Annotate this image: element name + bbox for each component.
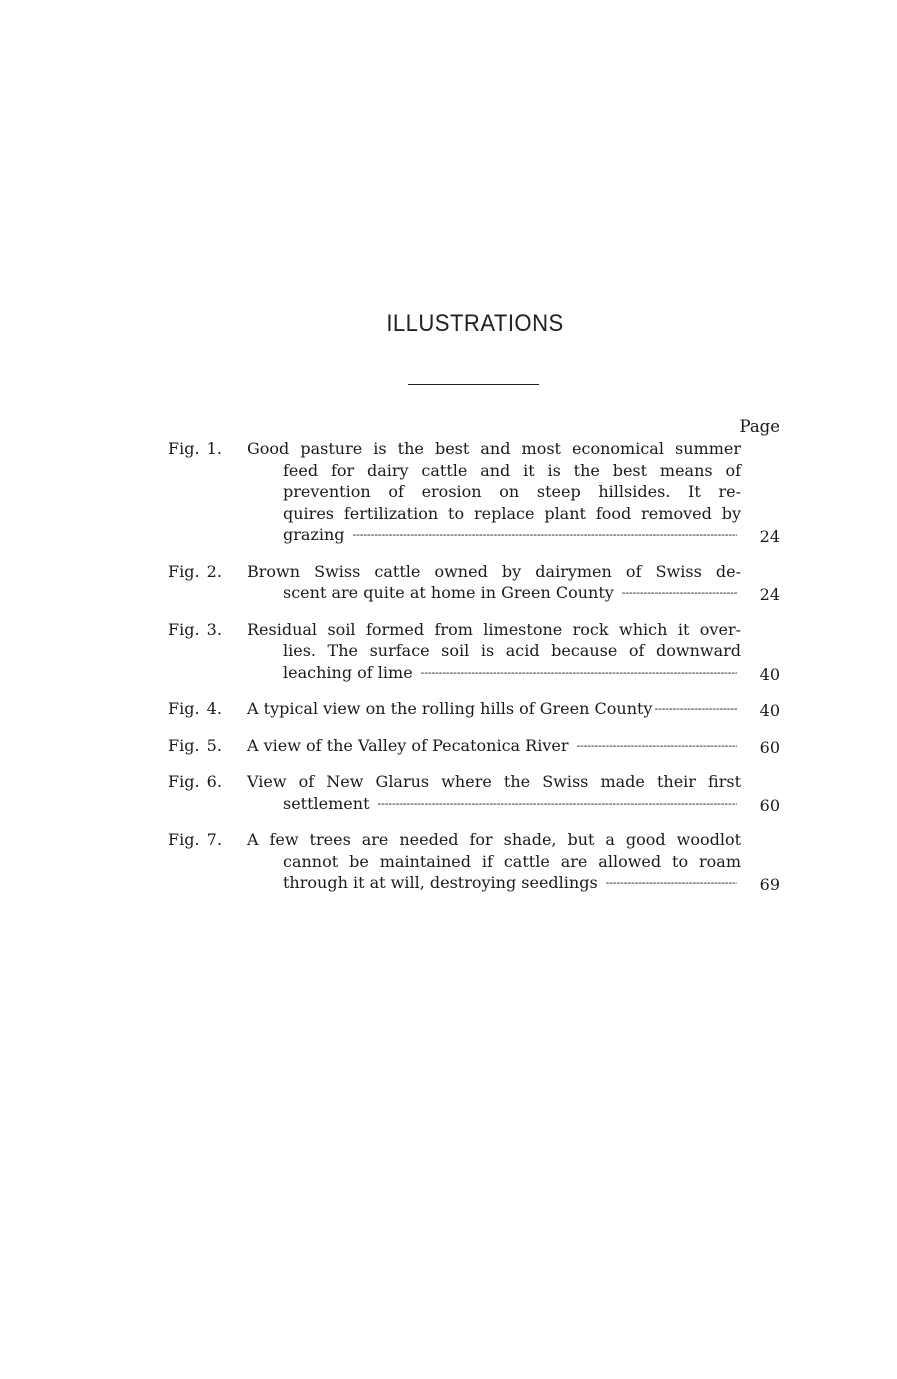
caption-line: grazing (283, 525, 345, 544)
caption-line: A view of the Valley of Pecatonica River (247, 735, 569, 755)
dot-leader (654, 698, 737, 720)
caption-line: scent are quite at home in Green County (283, 583, 614, 602)
figure-caption (247, 735, 741, 759)
figure-label: Fig. 5. (168, 735, 222, 755)
dot-leader (378, 793, 738, 815)
title-rule (408, 384, 539, 385)
dot-leader (576, 735, 737, 757)
figure-page-number: 24 (759, 527, 780, 546)
caption-line: cannot be maintained if cattle are allowed to roam (283, 851, 741, 871)
caption-line: leaching of lime (283, 662, 413, 682)
caption-line: Residual soil formed from limestone rock which it over- (247, 619, 741, 639)
caption-line: settlement (283, 793, 370, 813)
dot-leader (606, 872, 737, 894)
caption-last-line (247, 872, 741, 896)
caption-last-line (247, 735, 741, 759)
figure-entry (168, 619, 780, 686)
figure-page-number: 69 (759, 875, 780, 894)
caption-line: lies. The surface soil is acid because of downward (283, 641, 741, 660)
caption-last-line (247, 524, 741, 548)
figure-entry (168, 561, 780, 606)
figure-entry (168, 829, 780, 896)
caption-line: A typical view on the rolling hills of Green County (247, 699, 653, 718)
caption-line: through it at will, destroying seedlings (283, 873, 598, 892)
figure-entry (168, 771, 780, 816)
figure-page-number: 40 (759, 701, 780, 720)
caption-line: quires fertilization to replace plant food removed by (283, 503, 741, 523)
page-title: ILLUSTRATIONS (386, 310, 564, 337)
figure-page-number: 60 (759, 795, 780, 815)
figure-entry (168, 438, 780, 548)
dot-leader (622, 582, 737, 604)
figure-label: Fig. 1. (168, 439, 222, 458)
figure-label: Fig. 4. (168, 699, 222, 718)
figure-label: Fig. 7. (168, 830, 222, 849)
caption-line: prevention of erosion on steep hillsides. It re- (283, 482, 741, 501)
page-column-header: Page (739, 417, 780, 436)
caption-last-line (247, 793, 741, 817)
dot-leader (353, 524, 737, 546)
figure-entry (168, 735, 780, 759)
caption-line: View of New Glarus where the Swiss made their first (247, 772, 741, 791)
figure-page-number: 24 (759, 585, 780, 604)
figure-caption (247, 561, 741, 606)
figure-caption (247, 771, 741, 816)
figure-caption (247, 698, 741, 722)
illustrations-list (168, 438, 780, 909)
figure-caption (247, 438, 741, 548)
caption-last-line (247, 698, 741, 722)
figure-label: Fig. 2. (168, 561, 222, 581)
caption-line: feed for dairy cattle and it is the best means of (283, 460, 741, 480)
caption-line: Good pasture is the best and most economical summer (247, 439, 741, 458)
figure-page-number: 40 (759, 664, 780, 684)
figure-entry (168, 698, 780, 722)
caption-line: A few trees are needed for shade, but a good woodlot (247, 830, 741, 849)
dot-leader (421, 662, 737, 684)
caption-line: Brown Swiss cattle owned by dairymen of Swiss de- (247, 561, 741, 581)
figure-label: Fig. 3. (168, 619, 222, 639)
figure-label: Fig. 6. (168, 772, 222, 791)
figure-page-number: 60 (759, 737, 780, 757)
figure-caption (247, 829, 741, 896)
caption-last-line (247, 662, 741, 686)
figure-caption (247, 619, 741, 686)
caption-last-line (247, 582, 741, 606)
